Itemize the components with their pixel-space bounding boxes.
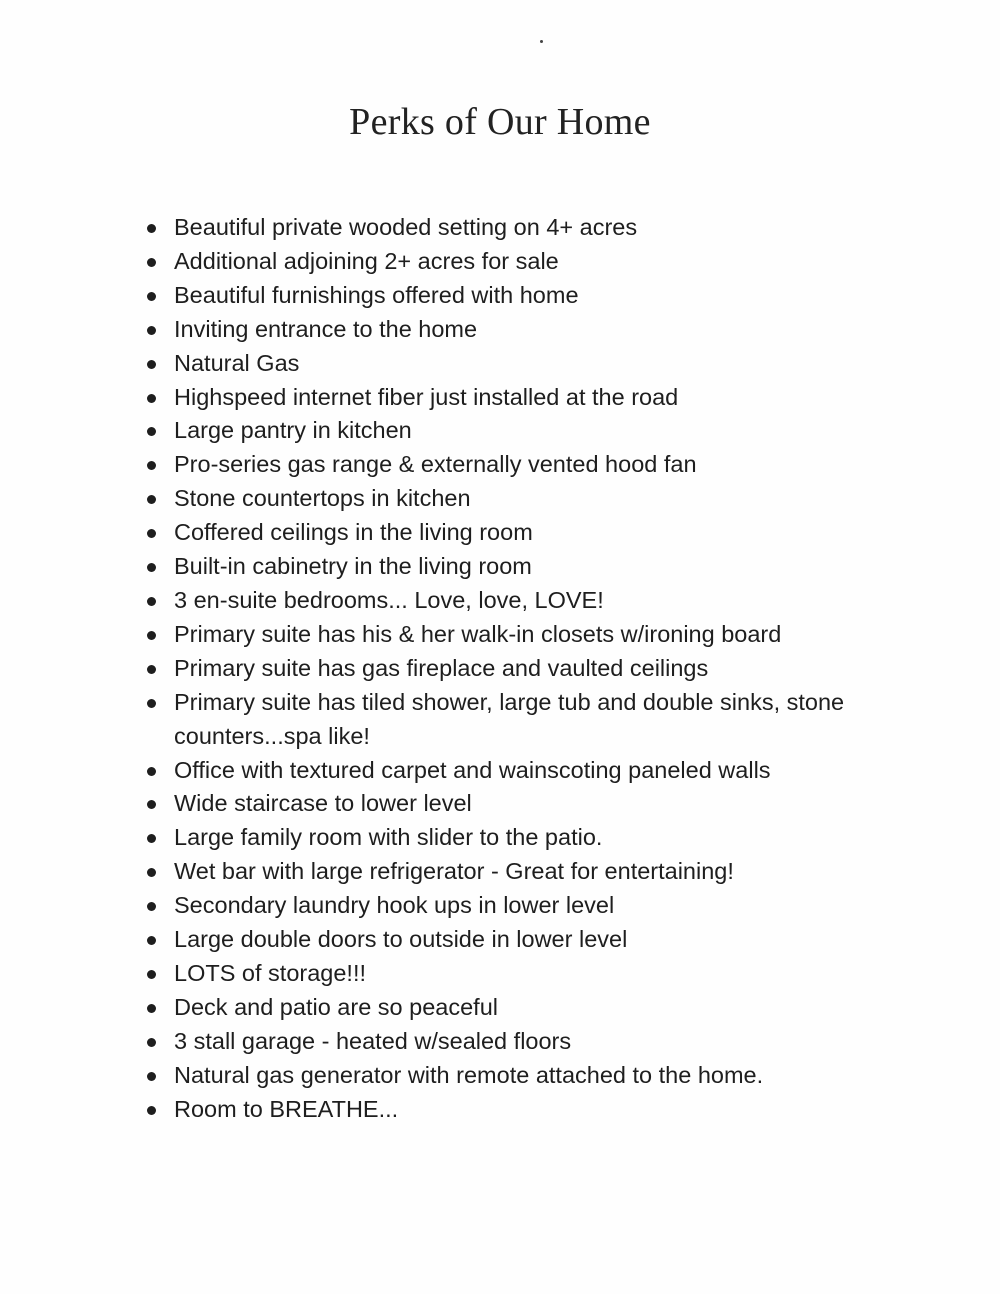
perk-text: Natural Gas: [174, 349, 300, 376]
perk-text: Wide staircase to lower level: [174, 790, 472, 817]
perk-item: [145, 821, 865, 855]
perk-text: Pro-series gas range & externally vented hood fan: [174, 451, 697, 478]
bullet-icon: [147, 394, 156, 403]
perk-text: Primary suite has his & her walk-in closets w/ironing board: [174, 620, 782, 647]
bullet-icon: [147, 529, 156, 538]
perk-text: 3 stall garage - heated w/sealed floors: [174, 1027, 572, 1054]
perk-item: [145, 889, 865, 923]
perk-text: LOTS of storage!!!: [174, 959, 367, 986]
bullet-icon: [147, 665, 156, 674]
bullet-icon: [147, 800, 156, 809]
bullet-icon: [147, 461, 156, 470]
bullet-icon: [147, 427, 156, 436]
bullet-icon: [147, 902, 156, 911]
bullet-icon: [147, 1072, 156, 1081]
perk-item: [145, 1059, 865, 1093]
perk-item: [145, 754, 865, 788]
perk-item: [145, 381, 865, 415]
perk-item: [145, 516, 865, 550]
perk-text: Deck and patio are so peaceful: [174, 993, 498, 1020]
perk-item: [145, 1093, 865, 1127]
bullet-icon: [147, 495, 156, 504]
perk-item: [145, 618, 865, 652]
bullet-icon: [147, 699, 156, 708]
perk-item: [145, 245, 865, 279]
perk-text: Beautiful private wooded setting on 4+ acres: [174, 214, 638, 240]
bullet-icon: [147, 360, 156, 369]
bullet-icon: [147, 292, 156, 301]
perk-text: Coffered ceilings in the living room: [174, 519, 533, 546]
bullet-icon: [147, 563, 156, 572]
perk-text: Wet bar with large refrigerator - Great for entertaining!: [174, 858, 734, 885]
perk-text: 3 en-suite bedrooms... Love, love, LOVE!: [174, 586, 604, 613]
bullet-icon: [147, 258, 156, 267]
perk-text: Stone countertops in kitchen: [174, 485, 471, 512]
perk-item: [145, 448, 865, 482]
perk-item: [145, 313, 865, 347]
bullet-icon: [147, 834, 156, 843]
perk-item: [145, 923, 865, 957]
bullet-icon: [147, 1106, 156, 1115]
perk-item: [145, 991, 865, 1025]
scan-speck: [540, 40, 543, 43]
perk-text: Highspeed internet fiber just installed at the road: [174, 383, 679, 410]
bullet-icon: [147, 868, 156, 877]
perk-item: [145, 482, 865, 516]
perk-item: [145, 686, 865, 754]
bullet-icon: [147, 631, 156, 640]
perk-item: [145, 279, 865, 313]
perk-text: Room to BREATHE...: [174, 1095, 399, 1122]
bullet-icon: [147, 936, 156, 945]
perk-item: [145, 211, 865, 245]
perk-text: Inviting entrance to the home: [174, 315, 478, 342]
perk-text: Primary suite has tiled shower, large tub and double sinks, stone counters...spa like!: [174, 688, 845, 749]
perk-item: [145, 1025, 865, 1059]
bullet-icon: [147, 970, 156, 979]
perk-text: Beautiful furnishings offered with home: [174, 281, 579, 308]
bullet-icon: [147, 326, 156, 335]
perks-list: [145, 211, 865, 1126]
perk-item: [145, 550, 865, 584]
bullet-icon: [147, 1038, 156, 1047]
perk-text: Office with textured carpet and wainscoting paneled walls: [174, 756, 771, 783]
perk-item: [145, 957, 865, 991]
bullet-icon: [147, 597, 156, 606]
perk-text: Natural gas generator with remote attached to the home.: [174, 1061, 764, 1088]
bullet-icon: [147, 767, 156, 776]
page-title: Perks of Our Home: [349, 101, 651, 143]
perk-text: Large family room with slider to the patio.: [174, 824, 603, 851]
perk-item: [145, 584, 865, 618]
perk-item: [145, 414, 865, 448]
perk-text: Large pantry in kitchen: [174, 417, 412, 444]
perk-item: [145, 652, 865, 686]
perk-item: [145, 787, 865, 821]
perk-text: Additional adjoining 2+ acres for sale: [174, 247, 559, 274]
perk-item: [145, 855, 865, 889]
bullet-icon: [147, 1004, 156, 1013]
perk-item: [145, 347, 865, 381]
perk-text: Built-in cabinetry in the living room: [174, 553, 532, 580]
bullet-icon: [147, 224, 156, 233]
perk-text: Secondary laundry hook ups in lower level: [174, 892, 615, 919]
perk-text: Large double doors to outside in lower level: [174, 926, 628, 953]
perk-text: Primary suite has gas fireplace and vaulted ceilings: [174, 654, 709, 681]
